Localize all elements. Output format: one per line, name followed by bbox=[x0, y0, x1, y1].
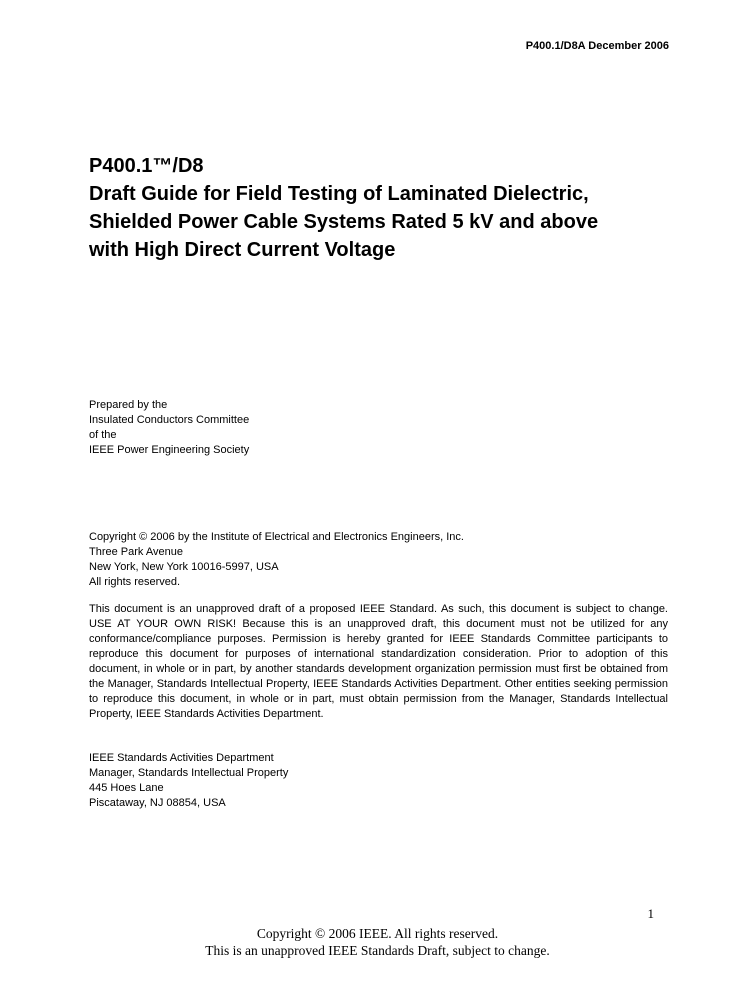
copyright-line: Copyright © 2006 by the Institute of Electrical and Electronics Engineers, Inc. bbox=[89, 531, 464, 543]
copyright-line: New York, New York 10016-5997, USA bbox=[89, 561, 279, 573]
footer-draft-notice-line: This is an unapproved IEEE Standards Draft, subject to change. bbox=[205, 943, 550, 958]
prepared-by-line: Insulated Conductors Committee bbox=[89, 414, 250, 426]
footer-draft-notice-clip bbox=[0, 942, 755, 958]
contact-line: 445 Hoes Lane bbox=[89, 782, 164, 794]
contact-line: Manager, Standards Intellectual Property bbox=[89, 767, 289, 779]
copyright-line: All rights reserved. bbox=[89, 576, 181, 588]
page-footer bbox=[0, 925, 755, 958]
footer-copyright-line: Copyright © 2006 IEEE. All rights reserved. bbox=[256, 926, 499, 941]
contact-line: IEEE Standards Activities Department bbox=[89, 752, 274, 764]
document-title-line-2: Shielded Power Cable Systems Rated 5 kV and above bbox=[89, 211, 599, 233]
copyright-line: Three Park Avenue bbox=[89, 546, 183, 558]
prepared-by-line: of the bbox=[89, 429, 117, 441]
document-title-line-designation: P400.1™/D8 bbox=[89, 155, 204, 177]
document-title bbox=[89, 152, 695, 264]
prepared-by-block bbox=[89, 398, 249, 458]
doc-id-header: P400.1/D8A December 2006 bbox=[525, 40, 669, 52]
page-number: 1 bbox=[647, 906, 654, 921]
prepared-by-line: Prepared by the bbox=[89, 399, 168, 411]
draft-disclaimer-paragraph: This document is an unapproved draft of a proposed IEEE Standard. As such, this document is subject to change. USE AT YOUR OWN RISK! Because this is an unapproved draft, this document must not be utilized for any conformance/compliance purposes. Permission is hereby granted for IEEE Standards Committee participants to reproduce this document for purposes of international standardization consideration. Prior to adoption of this document, in whole or in part, by another standards development organization permission must first be obtained from the Manager, Standards Intellectual Property, IEEE Standards Activities Department. Other entities seeking permission to reproduce this document, in whole or in part, must obtain permission from the Manager, Standards Intellectual Property, IEEE Standards Activities Department. bbox=[89, 603, 668, 720]
document-title-line-3: with High Direct Current Voltage bbox=[89, 239, 396, 261]
prepared-by-line: IEEE Power Engineering Society bbox=[89, 444, 250, 456]
contact-block bbox=[89, 751, 288, 811]
copyright-block bbox=[89, 530, 464, 590]
contact-line: Piscataway, NJ 08854, USA bbox=[89, 797, 226, 809]
document-title-line-1: Draft Guide for Field Testing of Laminated Dielectric, bbox=[89, 183, 589, 205]
